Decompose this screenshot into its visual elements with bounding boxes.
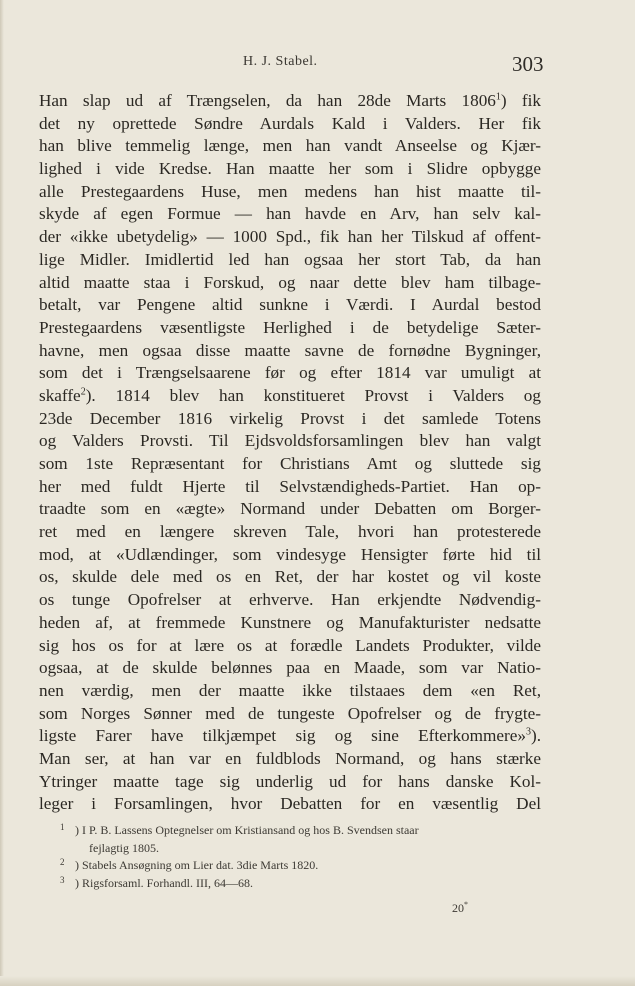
page-edge-left — [0, 0, 4, 986]
text-line: og Valders Provsti. Til Ejdsvoldsforsamlingen blev han valgt — [39, 431, 541, 451]
text-line: mod, at «Udlændinger, som vindesyge Hensigter førte hid til — [39, 544, 541, 564]
text-line: som det i Trængselsaarene før og efter 1814 var umuligt at — [39, 363, 541, 383]
text-line: 23de December 1816 virkelig Provst i det samlede Totens — [39, 408, 541, 428]
text-line: der «ikke ubetydelig» — 1000 Spd., fik han her Tilskud af offent- — [39, 227, 541, 247]
text-line: skyde af egen Formue — han havde en Arv, han selv kal- — [39, 204, 541, 224]
text-line: alle Prestegaardens Huse, men medens han hist maatte til- — [39, 181, 541, 201]
text-line: her med fuldt Hjerte til Selvstændigheds-Partiet. Han op- — [39, 476, 541, 496]
footnote-mark: 3 — [60, 874, 65, 885]
text-line: os tunge Opofrelser at erhverve. Han erkjendte Nødvendig- — [39, 590, 541, 610]
footnote-mark: 1 — [60, 822, 65, 832]
text-line: traadte som en «ægte» Normand under Debatten om Borger- — [39, 499, 541, 519]
footnote: 1 ) I P. B. Lassens Optegnelser om Kristiansand og hos B. Svendsen staar — [75, 822, 541, 840]
text-line: han blive temmelig længe, men han vandt Anseelse og Kjær- — [39, 136, 541, 156]
footnote-continuation: fejlagtig 1805. — [89, 840, 159, 855]
text-line: nen værdig, men der maatte ikke tilstaaes dem «en Ret, — [39, 680, 541, 700]
text-line: heden af, at fremmede Kunstnere og Manufakturister nedsatte — [39, 612, 541, 632]
footnote-mark: 2 — [60, 857, 65, 867]
text-line: os, skulde dele med os en Ret, der har kostet og vil koste — [39, 567, 541, 587]
text-line: Man ser, at han var en fuldblods Normand, og hans stærke — [39, 748, 541, 768]
footnote-ref: 3 — [525, 726, 531, 738]
printer-signature: 20* — [452, 900, 468, 915]
body-text — [39, 90, 541, 816]
running-head: H. J. Stabel. — [243, 54, 318, 69]
footnote: 2 ) Stabels Ansøgning om Lier dat. 3die Marts 1820. — [75, 857, 541, 875]
text-line: ret med en længere skreven Tale, hvori han protesterede — [39, 522, 541, 542]
text-line: lige Midler. Imidlertid led han ogsaa her stort Tab, da han — [39, 249, 541, 269]
text-line: havne, men ogsaa disse maatte savne de fornødne Bygninger, — [39, 340, 541, 360]
text-line: ogsaa, at de skulde belønnes paa en Maade, som var Natio- — [39, 658, 541, 678]
text-line: leger i Forsamlingen, hvor Debatten for en væsentlig Del — [39, 794, 541, 814]
text-line: det ny oprettede Søndre Aurdals Kald i Valders. Her fik — [39, 113, 541, 133]
text-line: som 1ste Repræsentant for Christians Amt og sluttede sig — [39, 454, 541, 473]
footnotes — [60, 822, 541, 892]
text-line: Prestegaardens væsentligste Herlighed i de betydelige Sæter- — [39, 317, 541, 337]
footnote-ref: 1 — [495, 91, 501, 103]
text-line: skaffe$^2$). 1814 blev han konstitueret Provst i Valders og — [39, 385, 541, 405]
text-line: altid maatte staa i Forskud, og naar dette blev ham tilbage- — [39, 272, 541, 292]
text-line: betalt, var Pengene altid sunkne i Værdi. I Aurdal bestod — [39, 295, 541, 315]
text-line: Han slap ud af Trængselen, da han 28de Marts 1806$^1$) fik — [39, 91, 541, 110]
text-line: sig hos os for at lære os at forædle Landets Produkter, vilde — [39, 635, 541, 655]
footnote: 3 ) Rigsforsaml. Forhandl. III, 64—68. — [75, 875, 541, 893]
page-number: 303 — [512, 52, 544, 76]
text-line: ligste Farer have tilkjæmpet sig og sine Efterkommere»$^3$). — [39, 726, 541, 746]
footnote-ref: 2 — [80, 386, 86, 398]
text-line: som Norges Sønner med de tungeste Opofrelser og de frygte- — [39, 703, 541, 723]
text-line: lighed i vide Kredse. Han maatte her som i Slidre opbygge — [39, 159, 541, 179]
page-header — [0, 52, 635, 80]
text-line: Ytringer maatte tage sig underlig ud for hans danske Kol- — [39, 771, 541, 791]
page-edge-bottom — [0, 976, 635, 986]
